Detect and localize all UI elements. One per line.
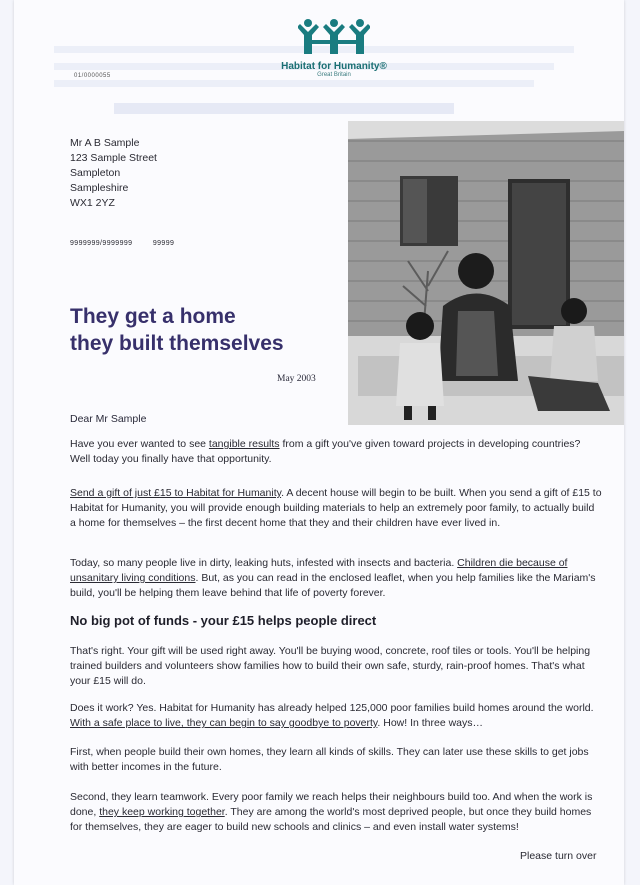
headline: [70, 303, 284, 357]
letter-page: [14, 0, 624, 885]
paragraph-2: [70, 486, 602, 531]
recipient-name: Mr A B Sample: [70, 137, 140, 149]
logo-subtitle: Great Britain: [317, 72, 351, 78]
p1-underlined: tangible results: [208, 438, 280, 450]
habitat-logo: [264, 18, 404, 78]
p5-text: Does it work? Yes. Habitat for Humanity has already helped 125,000 poor families build homes around the world.: [70, 702, 594, 714]
recipient-address: [70, 136, 157, 211]
please-turn-over: Please turn over: [520, 850, 597, 862]
headline-line-1: They get a home: [70, 305, 236, 328]
letter-date: May 2003: [277, 374, 316, 384]
reference-number: 01/0000055: [74, 73, 111, 79]
paragraph-5: [70, 701, 602, 731]
p7-underlined: they keep working together: [99, 806, 225, 818]
headline-line-2: they built themselves: [70, 332, 284, 355]
recipient-town: Sampleton: [70, 167, 121, 179]
p5-underlined: With a safe place to live, they can begin to say goodbye to poverty: [70, 717, 378, 729]
recipient-postcode: WX1 2YZ: [70, 197, 115, 209]
recipient-county: Sampleshire: [70, 182, 129, 194]
p1-text: Have you ever wanted to see: [70, 438, 209, 450]
p2-text: . A decent house will begin to be built. When you send a gift of £15 to Habitat for Humanity, you will provide enough building materials to help an extremely poor family, to actually build a home for themselves – the first decent home that they and their children have ever lived in.: [70, 487, 602, 529]
paragraph-7: [70, 790, 602, 835]
paragraph-4: [70, 644, 602, 689]
p3-underlined: Children die because of unsanitary living conditions: [70, 557, 568, 584]
salutation: Dear Mr Sample: [70, 413, 147, 425]
paragraph-1: [70, 437, 602, 467]
recipient-street: 123 Sample Street: [70, 152, 157, 164]
p6-text: First, when people build their own homes, they learn all kinds of skills. They can later use these skills to get jobs with better incomes in the future.: [70, 746, 589, 773]
logo-name: Habitat for Humanity®: [281, 61, 387, 72]
p1-text-end: from a gift you've given toward projects in developing countries? Well today you finally have that opportunity.: [70, 438, 581, 465]
p5-text-end: . How! In three ways…: [377, 717, 484, 729]
paragraph-3: [70, 556, 602, 601]
mailing-code: 9999999/9999999: [70, 240, 133, 247]
mailing-code: 99999: [152, 240, 175, 247]
mailing-codes: [70, 240, 192, 247]
section-subheading: No big pot of funds - your £15 helps people direct: [70, 613, 377, 628]
p4-text: That's right. Your gift will be used right away. You'll be buying wood, concrete, roof tiles or tools. You'll be helping trained builders and volunteers show families how to build their own safe, sturdy, rain-proof homes. That's what your £15 will do.: [70, 645, 591, 687]
p3-text-end: . But, as you can read in the enclosed leaflet, when you help families like the Mariam's build, you'll be helping them leave behind that life of poverty forever.: [70, 572, 596, 599]
people-house-logo-icon: [298, 18, 370, 54]
family-photo: [348, 121, 624, 425]
p3-text: Today, so many people live in dirty, leaking huts, infested with insects and bacteria.: [70, 557, 458, 569]
paragraph-6: [70, 745, 602, 775]
p7-text-end: . They are among the world's most deprived people, but once they build homes for themselves, they are eager to build new schools and clinics – and even install water systems!: [70, 806, 592, 833]
p7-text: Second, they learn teamwork. Every poor family we reach helps their neighbours build too. And when the work is done,: [70, 791, 593, 818]
p2-underlined: Send a gift of just £15 to Habitat for Humanity: [70, 487, 282, 499]
